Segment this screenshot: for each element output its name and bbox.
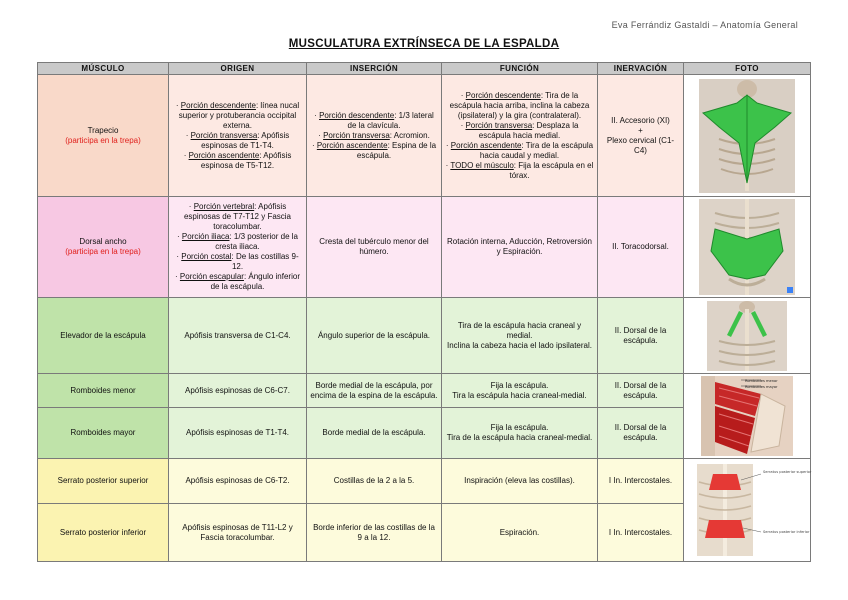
origin-item: · Porción vertebral: Apófisis espinosas de T7-T12 y Fascia toracolumbar. [183, 202, 291, 231]
insertion-cell-elevador: Ángulo superior de la escápula. [307, 298, 442, 374]
function-cell-serrato-inferior: Espiración. [442, 504, 598, 562]
photo-cell-dorsal-ancho [684, 197, 811, 298]
origin-cell-serrato-superior: Apófisis espinosas de C6-T2. [169, 459, 307, 504]
table-row-trapecio [38, 75, 811, 197]
function-cell-trapecio [442, 75, 598, 197]
author-line: Eva Ferrándiz Gastaldi – Anatomía General [611, 20, 798, 30]
origin-cell-trapecio [169, 75, 307, 197]
origin-item: · Porción descendente: línea nucal superior y protuberancia occipital externa. [175, 100, 300, 130]
function-item: · Porción descendente: Tira de la escápula hacia arriba, inclina la cabeza (ipsilateral) y la gira (contralateral). [449, 90, 590, 120]
table-row-elevador-escapula [38, 298, 811, 374]
origin-item: · Porción ascendente: Apófisis espinosa de T5-T12. [183, 150, 292, 170]
origin-item: · Porción costal: De las costillas 9-12. [176, 252, 299, 271]
column-header-musculo: MÚSCULO [38, 63, 169, 75]
origin-cell-romboides-menor: Apófisis espinosas de C6-C7. [169, 374, 307, 408]
function-item: · Porción transversa: Desplaza la escápula hacia medial. [460, 120, 579, 140]
function-item: · TODO el músculo: Fija la escápula en el tórax. [445, 160, 594, 180]
insertion-cell-dorsal-ancho: Cresta del tubérculo menor del húmero. [307, 197, 442, 298]
function-cell-elevador: Tira de la escápula hacia craneal y medial. Inclina la cabeza hacia el lado ipsilateral. [442, 298, 598, 374]
origin-cell-serrato-inferior: Apófisis espinosas de T11-L2 y Fascia toracolumbar. [169, 504, 307, 562]
insertion-cell-romboides-mayor: Borde medial de la escápula. [307, 408, 442, 459]
photo-cell-trapecio [684, 75, 811, 197]
column-header-funcion: FUNCIÓN [442, 63, 598, 75]
muscle-name: Dorsal ancho [79, 237, 127, 246]
origin-item: · Porción escapular: Ángulo inferior de la escápula. [175, 272, 300, 291]
latissimus-illustration [699, 199, 795, 295]
svg-text:Romboides mayor: Romboides mayor [745, 385, 778, 389]
svg-text:Serratus posterior inferior: Serratus posterior inferior [763, 530, 810, 534]
muscle-cell-trapecio [38, 75, 169, 197]
levator-scapulae-illustration [707, 301, 787, 371]
function-cell-serrato-superior: Inspiración (eleva las costillas). [442, 459, 598, 504]
function-cell-romboides-menor: Fija la escápula. Tira la escápula hacia craneal-medial. [442, 374, 598, 408]
table-row-romboides-menor [38, 374, 811, 408]
innervation-cell-romboides-mayor: II. Dorsal de la escápula. [598, 408, 684, 459]
innervation-cell-romboides-menor: II. Dorsal de la escápula. [598, 374, 684, 408]
page-title: MUSCULATURA EXTRÍNSECA DE LA ESPALDA [288, 38, 560, 50]
muscle-cell-romboides-mayor: Romboides mayor [38, 408, 169, 459]
origin-cell-dorsal-ancho [169, 197, 307, 298]
table-row-dorsal-ancho [38, 197, 811, 298]
innervation-cell-serrato-superior: I In. Intercostales. [598, 459, 684, 504]
muscle-note: (participa en la trepa) [65, 135, 141, 145]
insertion-cell-serrato-inferior: Borde inferior de las costillas de la 9 a la 12. [307, 504, 442, 562]
innervation-cell-dorsal-ancho: II. Toracodorsal. [598, 197, 684, 298]
column-header-origen: ORIGEN [169, 63, 307, 75]
innervation-cell-trapecio: II. Accesorio (XI) + Plexo cervical (C1-C4) [598, 75, 684, 197]
column-header-foto: FOTO [684, 63, 811, 75]
muscle-note: (participa en la trepa) [65, 247, 141, 256]
muscle-name: Trapecio [87, 125, 119, 135]
muscle-cell-serrato-inferior: Serrato posterior inferior [38, 504, 169, 562]
innervation-cell-serrato-inferior: I In. Intercostales. [598, 504, 684, 562]
function-item: · Porción ascendente: Tira de la escápula hacia caudal y medial. [445, 140, 594, 160]
function-cell-dorsal-ancho: Rotación interna, Aducción, Retroversión y Espiración. [442, 197, 598, 298]
insertion-item: · Porción ascendente: Espina de la escápula. [311, 140, 437, 160]
insertion-cell-trapecio [307, 75, 442, 197]
muscle-cell-dorsal-ancho [38, 197, 169, 298]
svg-text:Romboides menor: Romboides menor [745, 379, 778, 383]
function-cell-romboides-mayor: Fija la escápula. Tira de la escápula hacia craneal-medial. [442, 408, 598, 459]
photo-cell-romboides [684, 374, 811, 459]
column-header-insercion: INSERCIÓN [307, 63, 442, 75]
table-header-row [38, 63, 811, 75]
insertion-cell-romboides-menor: Borde medial de la escápula, por encima de la espina de la escápula. [307, 374, 442, 408]
muscle-cell-romboides-menor: Romboides menor [38, 374, 169, 408]
muscle-cell-serrato-superior: Serrato posterior superior [38, 459, 169, 504]
origin-cell-romboides-mayor: Apófisis espinosas de T1-T4. [169, 408, 307, 459]
insertion-item: · Porción transversa: Acromion. [318, 130, 430, 140]
innervation-cell-elevador: II. Dorsal de la escápula. [598, 298, 684, 374]
serratus-posterior-illustration [691, 462, 812, 558]
table-row-serrato-superior [38, 459, 811, 504]
photo-cell-elevador [684, 298, 811, 374]
photo-cell-serratos [684, 459, 811, 562]
origin-item: · Porción iliaca: 1/3 posterior de la cresta iliaca. [177, 232, 298, 251]
column-header-inervacion: INERVACIÓN [598, 63, 684, 75]
insertion-item: · Porción descendente: 1/3 lateral de la clavícula. [314, 110, 434, 130]
muscle-cell-elevador: Elevador de la escápula [38, 298, 169, 374]
muscle-table [37, 62, 811, 562]
origin-cell-elevador: Apófisis transversa de C1-C4. [169, 298, 307, 374]
svg-text:Serratus posterior superior: Serratus posterior superior [763, 470, 812, 474]
origin-item: · Porción transversa: Apófisis espinosas de T1-T4. [185, 130, 290, 150]
rhomboids-illustration [701, 376, 793, 456]
trapezius-illustration [699, 79, 795, 193]
insertion-cell-serrato-superior: Costillas de la 2 a la 5. [307, 459, 442, 504]
